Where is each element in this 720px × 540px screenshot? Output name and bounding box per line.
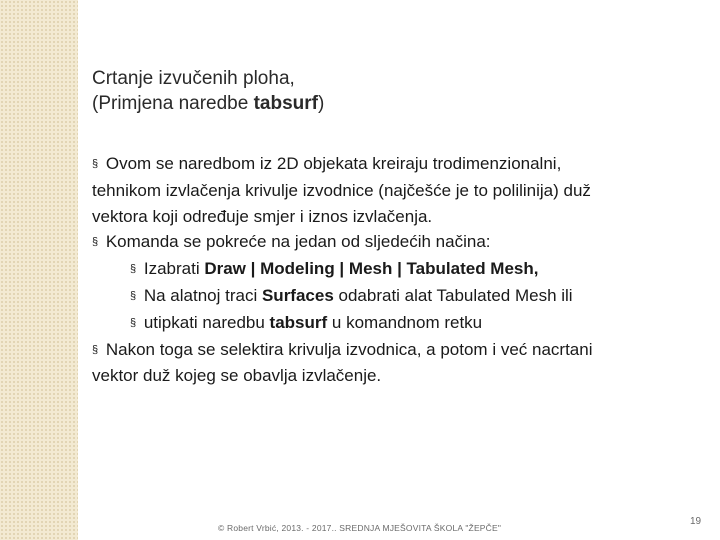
body-text: Ovom se naredbom iz 2D objekata kreiraju trodimenzionalni, — [101, 154, 562, 173]
body-text: odabrati alat Tabulated Mesh ili — [333, 285, 573, 305]
body-text: Izabrati — [139, 259, 205, 279]
body-text: Nakon toga se selektira krivulja izvodnica, a potom i već nacrtani — [101, 339, 593, 359]
sub-bullet-line — [92, 283, 692, 310]
title-command: tabsurf — [253, 93, 318, 114]
title-line-2 — [92, 91, 652, 116]
body-line: vektora koji određuje smjer i iznos izvlačenja. — [92, 206, 433, 226]
bullet-line — [92, 337, 692, 364]
body-text: Komanda se pokreće na jedan od sljedećih načina: — [101, 232, 491, 252]
bullet-icon: § — [92, 236, 99, 249]
bullet-icon: § — [92, 343, 99, 356]
bullet-icon: § — [130, 316, 137, 329]
bullet-line — [92, 151, 692, 178]
bullet-icon: § — [92, 158, 99, 170]
sub-bullet-line — [92, 256, 692, 283]
toolbar-name: Surfaces — [261, 285, 334, 305]
body-text: Na alatnoj traci — [139, 285, 262, 305]
title-line-1: Crtanje izvučenih ploha, — [92, 68, 295, 89]
slide-title — [92, 66, 652, 116]
body-text: utipkati naredbu — [139, 312, 270, 332]
command-name: tabsurf — [269, 312, 328, 332]
body-line: tehnikom izvlačenja krivulje izvodnice (najčešće je to polilinija) duž — [92, 180, 591, 200]
sub-bullet-line — [92, 310, 692, 337]
footer-copyright: © Robert Vrbić, 2013. - 2017.. SREDNJA MJEŠOVITA ŠKOLA "ŽEPČE" — [218, 523, 502, 533]
body-line: vektor duž kojeg se obavlja izvlačenje. — [92, 366, 382, 386]
menu-path: Draw | Modeling | Mesh | Tabulated Mesh, — [204, 259, 539, 279]
bullet-icon: § — [130, 263, 137, 276]
page-number: 19 — [690, 516, 702, 527]
bullet-icon: § — [130, 289, 137, 302]
body-text: u komandnom retku — [327, 312, 483, 332]
bullet-line — [92, 229, 692, 256]
title-suffix: ) — [318, 93, 325, 114]
slide-body — [92, 151, 692, 389]
decorative-sidebar — [0, 0, 78, 540]
title-prefix: (Primjena naredbe — [92, 93, 254, 114]
